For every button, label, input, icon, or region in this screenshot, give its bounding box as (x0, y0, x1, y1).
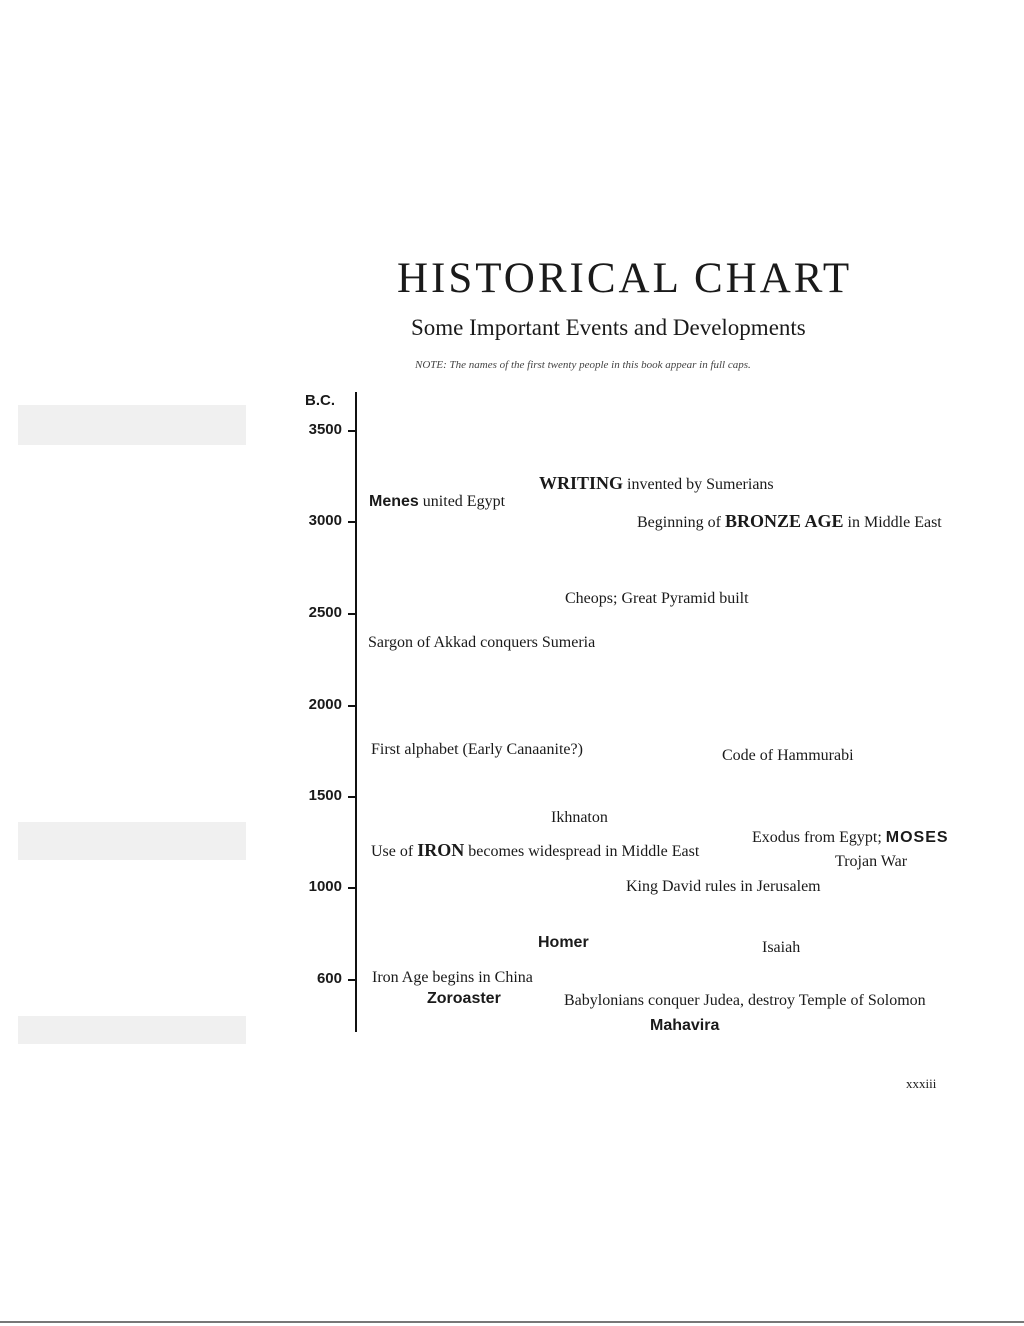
event-hammurabi: Code of Hammurabi (722, 747, 854, 764)
person-mahavira: Mahavira (650, 1017, 720, 1034)
tick-label: 600 (316, 970, 342, 987)
event-text: invented by Sumerians (623, 476, 774, 493)
note: NOTE: The names of the first twenty people in this book appear in full caps. (415, 359, 751, 371)
event-key: Menes (369, 493, 419, 510)
event-key: WRITING (539, 473, 624, 493)
event-key: BRONZE AGE (725, 511, 844, 531)
tick-label: 1500 (308, 787, 342, 804)
event-writing (539, 473, 774, 494)
scan-artifact (18, 405, 246, 445)
tick-label: 2500 (308, 604, 342, 621)
event-sargon: Sargon of Akkad conquers Sumeria (368, 634, 596, 651)
tick-mark (348, 979, 357, 981)
event-trojan-war: Trojan War (835, 853, 908, 870)
event-key: IRON (417, 840, 465, 860)
event-text: Beginning of (637, 514, 725, 531)
tick-mark (348, 430, 357, 432)
event-text: united Egypt (418, 493, 506, 510)
event-iron-china: Iron Age begins in China (372, 969, 533, 986)
tick-mark (348, 521, 357, 523)
page-number: xxxiii (906, 1076, 937, 1091)
tick-label: 3500 (308, 421, 342, 438)
event-exodus (752, 829, 949, 847)
event-cheops: Cheops; Great Pyramid built (565, 590, 749, 607)
event-iron (371, 840, 699, 861)
event-text: Exodus from Egypt; (752, 829, 886, 846)
tick-label: 3000 (308, 512, 342, 529)
event-isaiah: Isaiah (762, 939, 801, 956)
event-text: in Middle East (843, 514, 942, 531)
event-alphabet: First alphabet (Early Canaanite?) (371, 741, 583, 758)
event-king-david: King David rules in Jerusalem (626, 878, 821, 895)
page-subtitle: Some Important Events and Developments (411, 315, 806, 340)
tick-mark (348, 887, 357, 889)
event-babylonians: Babylonians conquer Judea, destroy Temple of Solomon (564, 992, 926, 1009)
tick-mark (348, 613, 357, 615)
page-title: HISTORICAL CHART (397, 255, 853, 302)
scan-artifact (18, 1016, 246, 1044)
timeline-axis (355, 392, 357, 1032)
event-key: MOSES (885, 829, 949, 846)
event-menes (369, 493, 505, 511)
bottom-rule (0, 1321, 1024, 1323)
person-homer: Homer (538, 934, 589, 951)
tick-mark (348, 796, 357, 798)
tick-label: 2000 (308, 696, 342, 713)
event-bronze-age (637, 511, 942, 532)
person-zoroaster: Zoroaster (427, 990, 501, 1007)
event-text: becomes widespread in Middle East (464, 843, 700, 860)
event-ikhnaton: Ikhnaton (551, 809, 608, 826)
tick-mark (348, 705, 357, 707)
tick-label: 1000 (308, 878, 342, 895)
scan-artifact (18, 822, 246, 860)
era-label: B.C. (305, 392, 335, 409)
event-text: Use of (371, 843, 418, 860)
